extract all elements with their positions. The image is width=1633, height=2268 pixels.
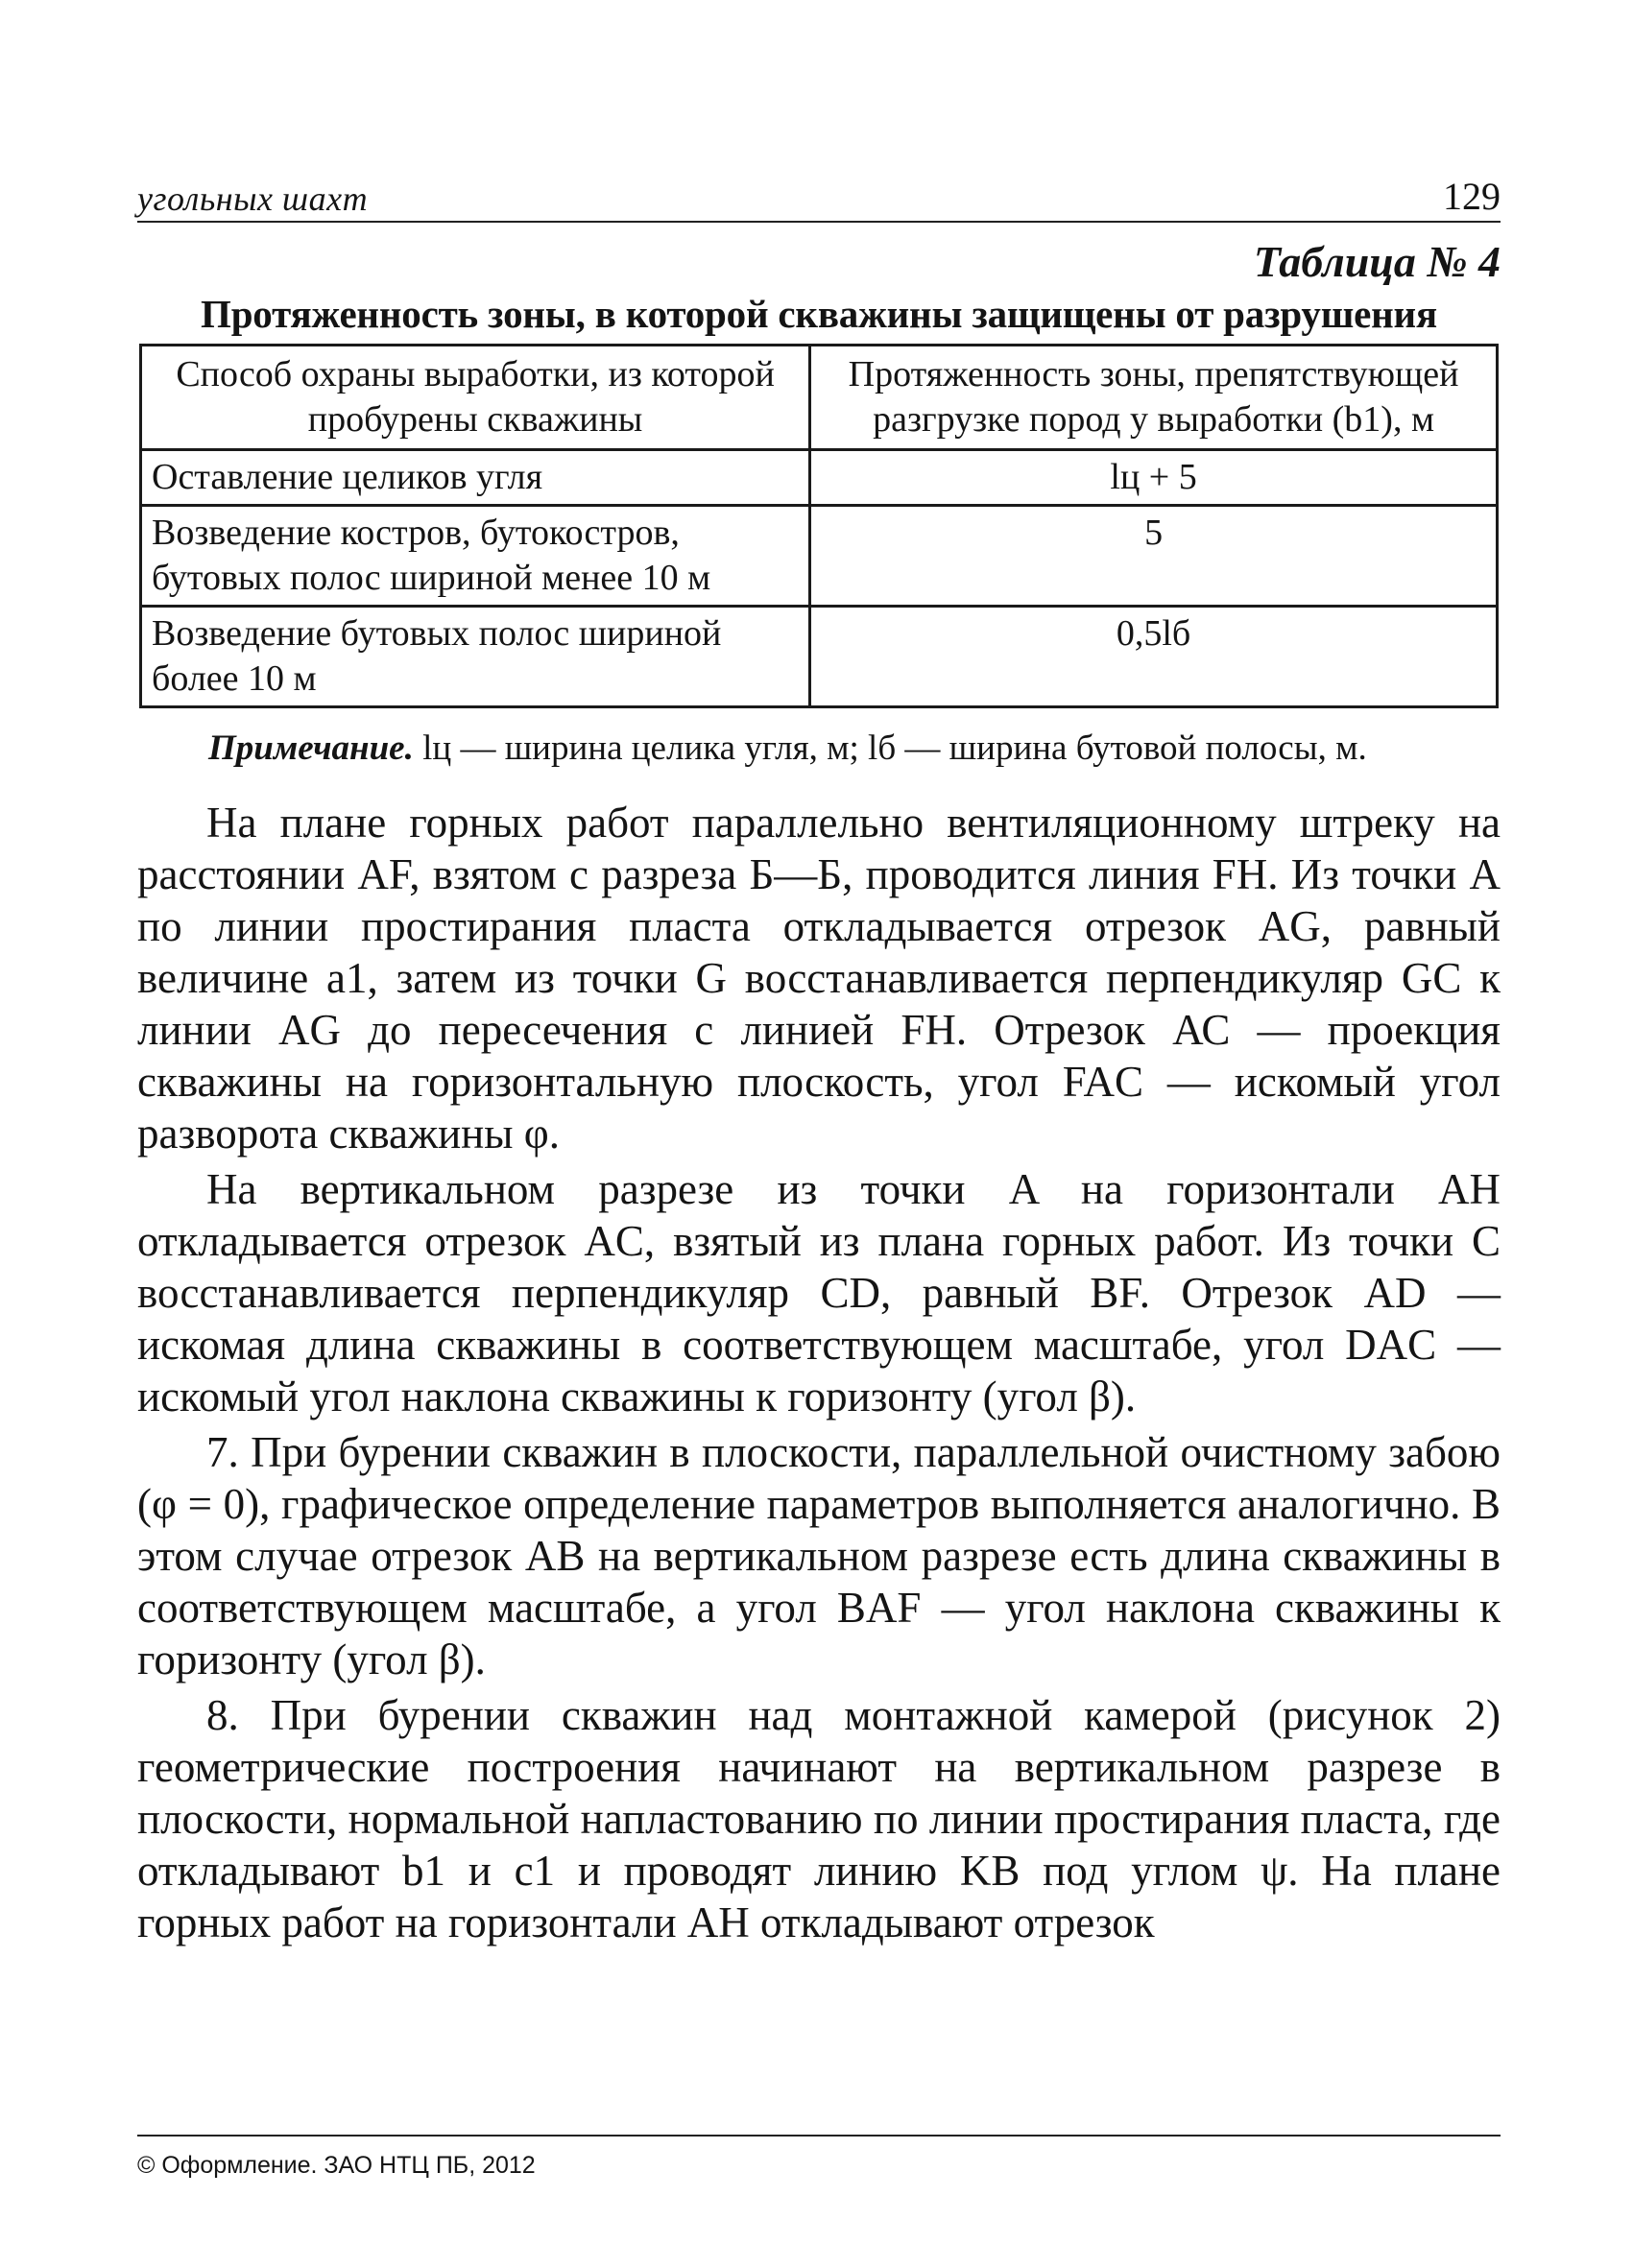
table-row [141,607,1498,707]
page-footer [137,2135,1501,2180]
page-header [137,163,1501,223]
table-header-zone-length: Протяженность зоны, препятствующей разгрузке пород у выработки (b1), м [810,346,1498,450]
note-text: lц — ширина целика угля, м; lб — ширина бутовой полосы, м. [422,728,1367,768]
note-label: Примечание. [208,728,414,768]
table-cell-method: Возведение костров, бутокостров, бутовых полос шириной менее 10 м [141,506,810,607]
document-page [137,163,1501,1948]
table-cell-value: 0,5lб [810,607,1498,707]
table-header-method: Способ охраны выработки, из которой пробурены скважины [141,346,810,450]
table-title: Протяженность зоны, в которой скважины защищены от разрушения [201,292,1437,336]
paragraph: На вертикальном разрезе из точки A на горизонтали AH откладывается отрезок AC, взятый из плана горных работ. Из точки C восстанавливается перпендикуляр CD, равный BF. Отрезок AD — искомая длина скважины в соответствующем масштабе, угол DAC — искомый угол наклона скважины к горизонту (угол β). [137,1165,1501,1420]
paragraph: 7. При бурении скважин в плоскости, параллельной очистному забою (φ = 0), графическое определение параметров выполняется аналогично. В этом случае отрезок AB на вертикальном разрезе есть длина скважины в соответствующем масштабе, а угол BAF — угол наклона скважины к горизонту (угол β). [137,1428,1501,1683]
copyright-text: © Оформление. ЗАО НТЦ ПБ, 2012 [137,2152,536,2179]
table-note [137,726,1501,772]
table-cell-value: lц + 5 [810,450,1498,506]
paragraph: На плане горных работ параллельно вентиляционному штреку на расстоянии AF, взятом с разреза Б—Б, проводится линия FH. Из точки A по линии простирания пласта откладывается отрезок AG, равный величине a1, затем из точки G восстанавливается перпендикуляр GC к линии AG до пересечения с линией FH. Отрезок АС — проекция скважины на горизонтальную плоскость, угол FAC — искомый угол разворота скважины φ. [137,799,1501,1158]
table-number: Таблица № 4 [1253,237,1501,286]
table-header-row [141,346,1498,450]
table-row [141,450,1498,506]
running-title: угольных шахт [137,179,369,218]
table-cell-value: 5 [810,506,1498,607]
body-text [137,797,1501,1948]
table-cell-method: Оставление целиков угля [141,450,810,506]
page-number: 129 [1443,175,1501,218]
zone-length-table [139,344,1499,708]
table-cell-method: Возведение бутовых полос шириной более 10 м [141,607,810,707]
paragraph: 8. При бурении скважин над монтажной камерой (рисунок 2) геометрические построения начинают на вертикальном разрезе в плоскости, нормальной напластованию по линии простирания пласта, где откладывают b1 и c1 и проводят линию KB под углом ψ. На плане горных работ на горизонтали AH откладывают отрезок [137,1691,1501,1946]
table-row [141,506,1498,607]
